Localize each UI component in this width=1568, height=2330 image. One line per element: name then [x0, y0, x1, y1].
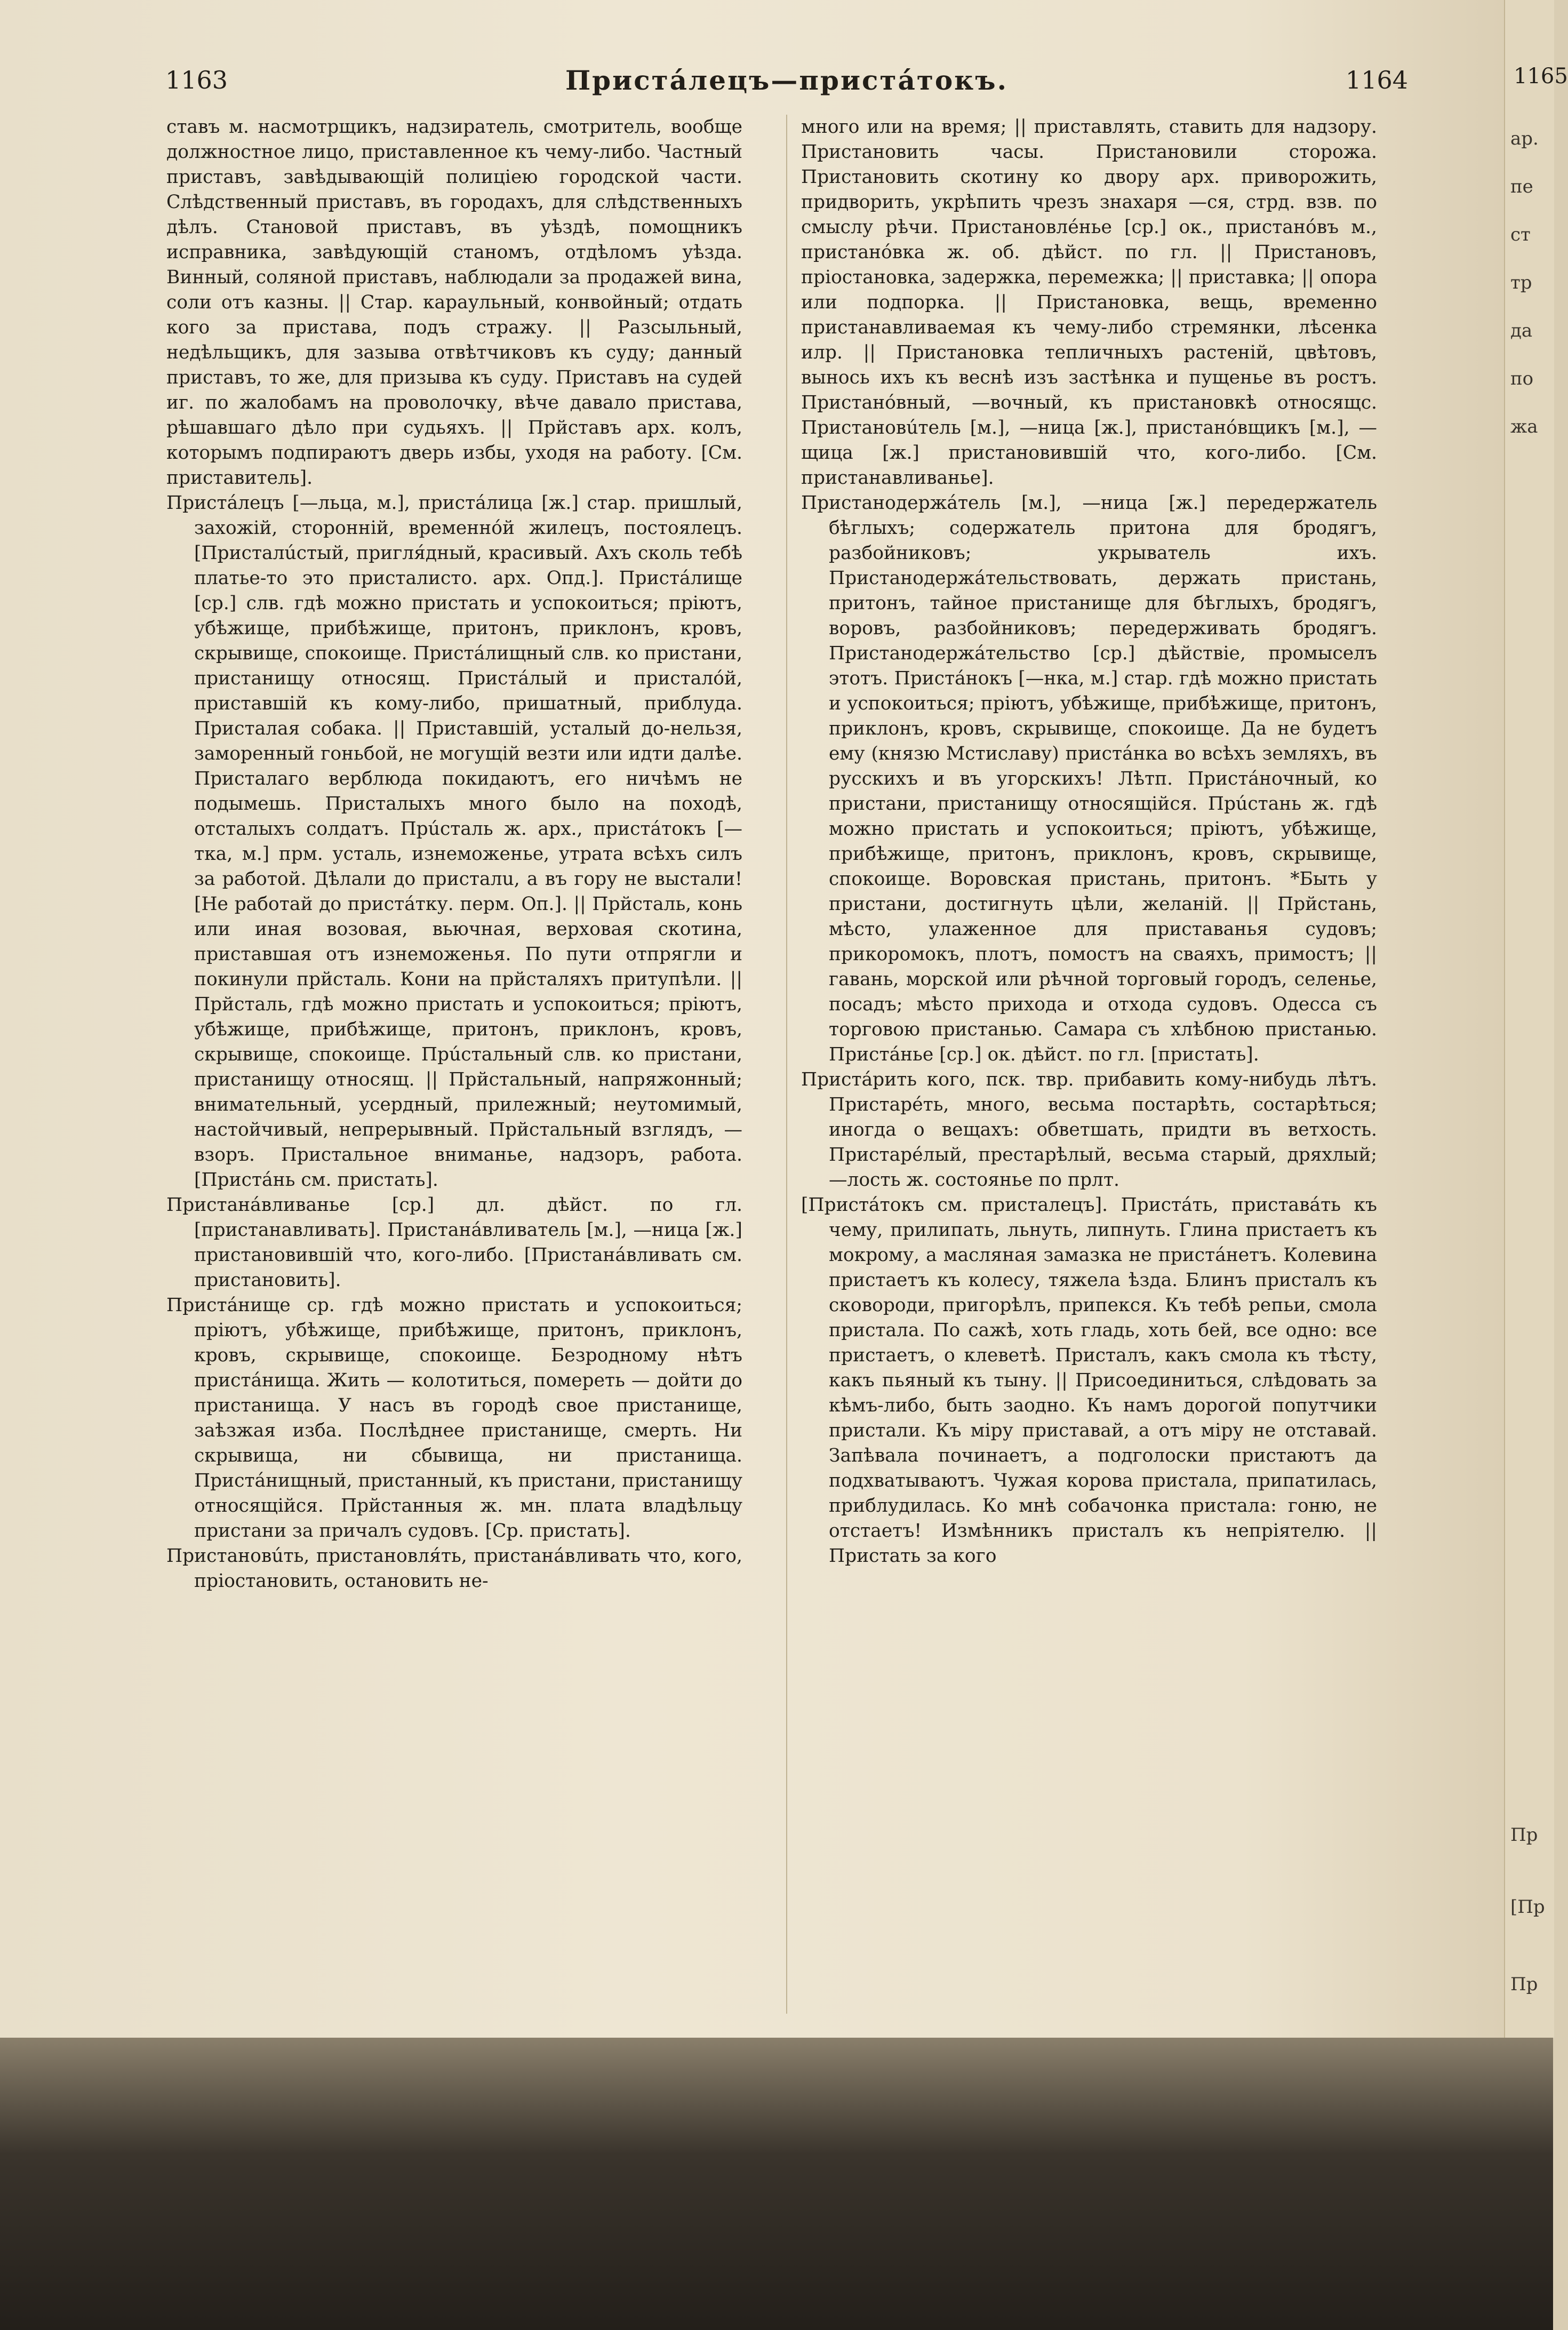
running-title: Пристáлецъ—пристáтокъ. — [565, 65, 1009, 96]
edge-fragment: жа — [1510, 416, 1538, 437]
page-header — [165, 61, 1408, 99]
right-page-number: 1164 — [1345, 66, 1408, 94]
next-page-edge — [1504, 0, 1554, 2038]
entry-paragraph: Пристанодержáтель [м.], —ница [ж.] передержатель бѣглыхъ; содержатель притона для бродягъ, разбойниковъ; укрыватель ихъ. Пристанодержáтельствовать, держать пристань, притонъ, тайное пристанище для бѣглыхъ, бродягъ, воровъ, разбойниковъ; передерживать бродягъ. Пристанодержáтельство [ср.] дѣйствіе, промыселъ этотъ. Пристáнокъ [—нка, м.] стар. гдѣ можно пристать и успокоиться; пріютъ, убѣжище, прибѣжище, притонъ, приклонъ, кровъ, скрывище, спокоище. Да не будетъ ему (князю Мстиславу) пристáнка во всѣхъ земляхъ, въ русскихъ и въ угорскихъ! Лѣтп. Пристáночный, ко пристани, пристанищу относящійся. Прúстань ж. гдѣ можно пристать и успокоиться; пріютъ, убѣжище, прибѣжище, притонъ, приклонъ, кровъ, скрывище, спокоище. Воровская пристань, притонъ. *Быть у пристани, достигнуть цѣли, желаній. || Прйстань, мѣсто, улаженное для приставанья судовъ; прикоромокъ, плотъ, помостъ на сваяхъ, примостъ; || гавань, морской или рѣчной торговый городъ, селенье, посадъ; мѣсто прихода и отхода судовъ. Одесса съ торговою пристанью. Самара съ хлѣбною пристанью. Пристáнье [ср.] ок. дѣйст. по гл. [пристать]. — [801, 492, 1377, 1065]
next-page-number: 1165 — [1514, 64, 1568, 89]
edge-fragment: [Пр — [1510, 1896, 1545, 1918]
scan-background — [0, 2038, 1553, 2330]
left-page-number: 1163 — [165, 66, 228, 94]
edge-fragment: тр — [1510, 272, 1532, 293]
edge-fragment: по — [1510, 368, 1534, 389]
edge-fragment: пе — [1510, 176, 1533, 197]
right-column — [801, 115, 1377, 2014]
entry-paragraph: много или на время; || приставлять, ставить для надзору. Пристановить часы. Пристановили сторожа. Пристановить скотину ко двору арх. приворожить, придворить, укрѣпить чрезъ знахаря —ся, стрд. взв. по смыслу рѣчи. Пристановлéнье [ср.] ок., пристанóвъ м., пристанóвка ж. об. дѣйст. по гл. || Пристановъ, пріостановка, задержка, перемежка; || приставка; || опора или подпорка. || Пристановка, вещь, временно пристанавливаемая къ чему-либо стремянки, лѣсенка илр. || Пристановка тепличныхъ растеній, цвѣтовъ, вынось ихъ къ веснѣ изъ застѣнка и пущенье въ ростъ. Пристанóвный, —вочный, къ пристановкѣ относящс. Пристановúтель [м.], —ница [ж.], пристанóвщикъ [м.], —щица [ж.] пристановившій что, кого-либо. [См. пристанавливанье]. — [801, 116, 1377, 489]
entry-paragraph: ставъ м. насмотрщикъ, надзиратель, смотритель, вообще должностное лицо, приставленное къ чему-либо. Частный приставъ, завѣдывающій полиціею городской части. Слѣдственный приставъ, въ городахъ, для слѣдственныхъ дѣлъ. Становой приставъ, въ уѣздѣ, помощникъ исправника, завѣдующій станомъ, отдѣломъ уѣзда. Винный, соляной приставъ, наблюдали за продажей вина, соли отъ казны. || Стар. караульный, конвойный; отдать кого за пристава, подъ стражу. || Разсыльный, недѣльщикъ, для зазыва отвѣтчиковъ къ суду; данный приставъ, то же, для призыва къ суду. Приставъ на судей иг. по жалобамъ на проволочку, вѣче давало пристава, рѣшавшаго дѣло при судьяхъ. || Прйставъ арх. колъ, которымъ подпираютъ дверь избы, уходя на работу. [См. приставитель]. — [166, 116, 742, 489]
entry-paragraph: Пристановúть, пристановля́ть, пристанáвливать что, кого, пріостановить, остановить не- — [166, 1545, 742, 1592]
entry-paragraph: Пристáрить кого, пск. твр. прибавить кому-нибудь лѣтъ. Пристарéть, много, весьма постарѣть, состарѣться; иногда о вещахъ: обветшать, придти въ ветхость. Пристарéлый, престарѣлый, весьма старый, дряхлый; —лость ж. состоянье по прлт. — [801, 1069, 1377, 1191]
edge-fragment: ст — [1510, 224, 1531, 245]
edge-fragment: Пр — [1510, 1974, 1538, 1995]
column-divider — [786, 115, 787, 2014]
entry-paragraph: [Пристáтокъ см. присталецъ]. Пристáть, приставáть къ чему, прилипать, льнуть, липнуть. Глина пристаетъ къ мокрому, а масляная замазка не пристáнетъ. Колевина пристаетъ къ колесу, тяжела ѣзда. Блинъ присталъ къ сковороди, пригорѣлъ, припекся. Къ тебѣ репьи, смола пристала. По сажѣ, хоть гладь, хоть бей, все одно: все пристаетъ, о клеветѣ. Присталъ, какъ смола къ тѣсту, какъ пьяный къ тыну. || Присоединиться, слѣдовать за кѣмъ-либо, быть заодно. Къ намъ дорогой попутчики пристали. Къ міру приставай, а отъ міру не отставай. Запѣвала починаетъ, а подголоски пристаютъ да подхватываютъ. Чужая корова пристала, припатилась, приблудилась. Ко мнѣ собачонка пристала: гоню, не отстаетъ! Измѣнникъ присталъ къ непріятелю. || Пристать за кого — [801, 1194, 1377, 1567]
entry-paragraph: Пристáлецъ [—льца, м.], пристáлица [ж.] стар. пришлый, захожій, сторонній, временнóй жилецъ, постоялецъ. [Присталúстый, пригля́дный, красивый. Ахъ сколь тебѣ платье-то это присталисто. арх. Опд.]. Пристáлище [ср.] слв. гдѣ можно пристать и успокоиться; пріютъ, убѣжище, прибѣжище, притонъ, приклонъ, кровъ, скрывище, спокоище. Пристáлищный слв. ко пристани, пристанищу относящ. Пристáлый и присталóй, приставшій къ кому-либо, пришатный, приблуда. Присталая собака. || Приставшій, усталый до-нельзя, заморенный гоньбой, не могущій везти или идти далѣе. Присталаго верблюда покидаютъ, его ничѣмъ не подымешь. Присталыхъ много было на походѣ, отсталыхъ солдатъ. Прúсталь ж. арх., пристáтокъ [—тка, м.] прм. усталь, изнеможенье, утрата всѣхъ силъ за работой. Дѣлали до присталu, а въ гору не выстали! [Не работай до пристáтку. перм. Оп.]. || Прйсталь, конь или иная возовая, вьючная, верховая скотина, приставшая отъ изнеможенья. По пути отпрягли и покинули прйсталь. Кони на прйсталяхъ притупѣли. || Прйсталь, гдѣ можно пристать и успокоиться; пріютъ, убѣжище, прибѣжище, притонъ, приклонъ, кровъ, скрывище, спокоище. Прúстальный слв. ко пристани, пристанищу относящ. || Прйстальный, напряжонный; внимательный, усердный, прилежный; неутомимый, настойчивый, непрерывный. Прйстальный взглядъ, —взоръ. Пристальное вниманье, надзоръ, работа. [Пристáнь см. пристать]. — [166, 492, 742, 1191]
edge-fragment: Пр — [1510, 1824, 1538, 1846]
edge-fragment: ар. — [1510, 128, 1539, 149]
edge-fragment: да — [1510, 320, 1533, 341]
left-column — [166, 115, 742, 2014]
entry-paragraph: Пристáнище ср. гдѣ можно пристать и успокоиться; пріютъ, убѣжище, прибѣжище, притонъ, приклонъ, кровъ, скрывище, спокоище. Безродному нѣтъ пристáнища. Жить — колотиться, помереть — дойти до пристанища. У насъ въ городѣ свое пристанище, заѣзжая изба. Послѣднее пристанище, смерть. Ни скрывища, ни сбывища, ни пристанища. Пристáнищный, пристанный, къ пристани, пристанищу относящійся. Прйстанныя ж. мн. плата владѣльцу пристани за причалъ судовъ. [Ср. пристать]. — [166, 1295, 742, 1542]
entry-paragraph: Пристанáвливанье [ср.] дл. дѣйст. по гл. [пристанавливать]. Пристанáвливатель [м.], —ница [ж.] пристановившій что, кого-либо. [Пристанáвливать см. пристановить]. — [166, 1194, 742, 1291]
